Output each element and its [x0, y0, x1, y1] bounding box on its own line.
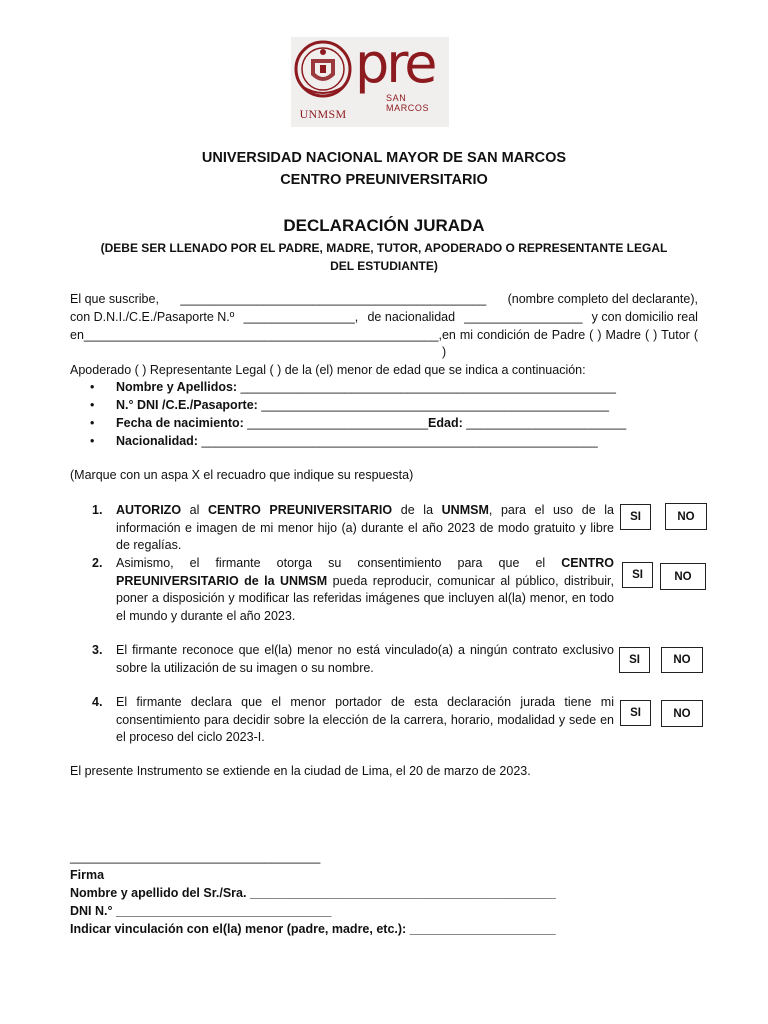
- no-checkbox-1[interactable]: NO: [665, 503, 707, 530]
- field-label: Nombre y Apellidos:: [116, 380, 238, 394]
- no-checkbox-4[interactable]: NO: [661, 700, 703, 727]
- si-checkbox-1[interactable]: SI: [620, 504, 651, 530]
- instruction-text: (Marque con un aspa X el recuadro que indique su respuesta): [70, 468, 414, 482]
- intro-text: El que suscribe,: [70, 292, 159, 306]
- field-label: Fecha de nacimiento:: [116, 416, 244, 430]
- university-seal-icon: [293, 39, 353, 103]
- item-text: de la: [392, 503, 442, 517]
- item-text: al: [181, 503, 209, 517]
- relationship-blank[interactable]: _____________________: [409, 922, 556, 936]
- intro-text: en mi condición de Padre ( ) Madre ( ) Tutor ( ): [441, 327, 698, 360]
- signature-line[interactable]: ____________________________________: [70, 850, 321, 864]
- item-text: UNMSM: [441, 503, 489, 517]
- item-text: CENTRO PREUNIVERSITARIO de la UNMSM: [116, 556, 614, 588]
- list-item: [90, 432, 690, 450]
- brand-wordmark: pre: [355, 32, 435, 95]
- consent-item-1: [92, 502, 614, 555]
- item-number: 2.: [92, 556, 103, 570]
- item-number: 4.: [92, 695, 103, 709]
- minor-details-list: [90, 378, 690, 450]
- item-text: Asimismo, el firmante otorga su consentimiento para que el: [116, 556, 562, 570]
- si-checkbox-4[interactable]: SI: [620, 700, 651, 726]
- signer-name-blank[interactable]: ____________________________________________: [249, 886, 556, 900]
- signature-block: [70, 866, 556, 938]
- declarant-id-blank[interactable]: ________________,: [243, 309, 359, 324]
- si-checkbox-2[interactable]: SI: [622, 562, 653, 588]
- item-text: , para el uso de la información e imagen de mi menor hijo (a) durante el año 2023 de modo gratuito y libre de regalías.: [116, 503, 614, 552]
- minor-nationality-blank[interactable]: _________________________________________________________: [201, 434, 598, 448]
- intro-text: en: [70, 327, 84, 342]
- item-text: pueda reproducir, comunicar al público, distribuir, poner a disposición y modificar las referidas imágenes que incluyen al(la) menor, en todo el mundo y durante el año 2023.: [116, 573, 614, 623]
- intro-paragraph: [70, 291, 698, 380]
- signer-dni-blank[interactable]: _______________________________: [115, 904, 332, 918]
- signature-label: Firma: [70, 868, 105, 882]
- list-item: [90, 414, 690, 432]
- field-label: Nacionalidad:: [116, 434, 198, 448]
- university-name: UNIVERSIDAD NACIONAL MAYOR DE SAN MARCOS: [201, 150, 567, 166]
- list-item: [90, 396, 690, 414]
- brand-tagline: SAN MARCOS: [386, 93, 430, 113]
- signer-name-label: Nombre y apellido del Sr./Sra.: [70, 886, 247, 900]
- item-text: El firmante reconoce que el(la) menor no está vinculado(a) a ningún contrato exclusivo sobre la utilización de su imagen o su nombre.: [116, 643, 614, 675]
- list-item: [90, 378, 690, 396]
- minor-age-blank[interactable]: _______________________: [466, 416, 627, 430]
- signer-dni-label: DNI N.°: [70, 904, 113, 918]
- declarant-address-blank[interactable]: ___________________________________________________,: [83, 327, 442, 342]
- intro-text: con D.N.I./C.E./Pasaporte N.º: [70, 309, 235, 324]
- document-subtitle: (DEBE SER LLENADO POR EL PADRE, MADRE, TUTOR, APODERADO O REPRESENTANTE LEGAL DEL ESTUDIANTE): [100, 241, 668, 273]
- closing-statement: El presente Instrumento se extiende en la ciudad de Lima, el 20 de marzo de 2023.: [70, 764, 531, 778]
- intro-text: de nacionalidad: [367, 309, 456, 324]
- logo: [291, 32, 449, 127]
- intro-text: y con domicilio real: [591, 309, 698, 324]
- item-text: AUTORIZO: [116, 503, 182, 517]
- minor-name-blank[interactable]: ______________________________________________________: [240, 380, 616, 394]
- bullet-icon: •: [90, 434, 95, 448]
- minor-id-blank[interactable]: __________________________________________________: [261, 398, 609, 412]
- item-text: CENTRO PREUNIVERSITARIO: [208, 503, 393, 517]
- si-checkbox-3[interactable]: SI: [619, 647, 650, 673]
- document-title: DECLARACIÓN JURADA: [283, 216, 485, 235]
- minor-birthdate-blank[interactable]: __________________________: [247, 416, 429, 430]
- field-label: N.° DNI /C.E./Pasaporte:: [116, 398, 258, 412]
- item-number: 3.: [92, 643, 103, 657]
- relationship-label: Indicar vinculación con el(la) menor (padre, madre, etc.):: [70, 922, 407, 936]
- intro-text: (nombre completo del declarante),: [507, 292, 698, 306]
- consent-item-2: [92, 555, 614, 625]
- consent-item-4: [92, 694, 614, 747]
- intro-text: Apoderado ( ) Representante Legal ( ) de la (el) menor de edad que se indica a continuación:: [70, 363, 586, 378]
- no-checkbox-2[interactable]: NO: [660, 563, 706, 590]
- bullet-icon: •: [90, 398, 95, 412]
- bullet-icon: •: [90, 380, 95, 394]
- no-checkbox-3[interactable]: NO: [661, 647, 703, 673]
- bullet-icon: •: [90, 416, 95, 430]
- item-text: El firmante declara que el menor portador de esta declaración jurada tiene mi consentimiento para decidir sobre la elección de la carrera, horario, modalidad y sede en el proceso del ciclo 2023-I.: [116, 695, 614, 744]
- consent-item-3: [92, 642, 614, 677]
- center-name: CENTRO PREUNIVERSITARIO: [280, 172, 488, 188]
- declarant-nationality-blank[interactable]: _________________: [464, 309, 583, 324]
- institution-short-name: UNMSM: [299, 107, 347, 121]
- declarant-name-blank[interactable]: ____________________________________________: [180, 292, 487, 306]
- field-label: Edad:: [428, 416, 463, 430]
- item-number: 1.: [92, 503, 103, 517]
